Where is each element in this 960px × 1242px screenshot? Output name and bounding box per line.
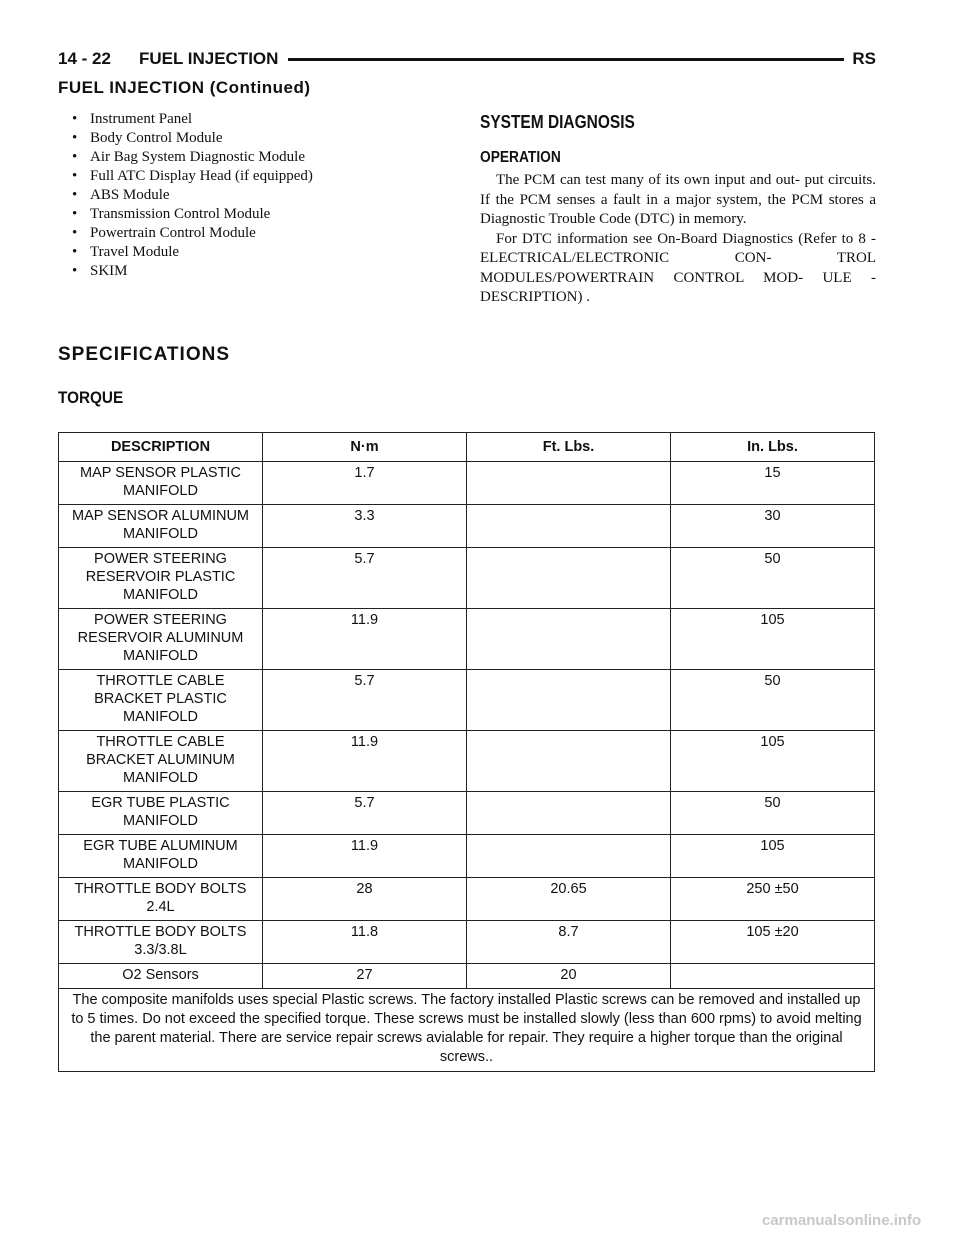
page-number: 14 - 22: [58, 49, 111, 68]
cell-description: EGR TUBE ALUMINUM MANIFOLD: [59, 835, 263, 878]
cell-ft-lbs: [467, 548, 671, 609]
bullet-icon: •: [72, 111, 78, 127]
column-header-in-lbs: In. Lbs.: [671, 433, 875, 462]
module-list: [72, 110, 452, 281]
cell-nm: 5.7: [263, 792, 467, 835]
cell-nm: 11.8: [263, 921, 467, 964]
cell-ft-lbs: 8.7: [467, 921, 671, 964]
cell-nm: 27: [263, 964, 467, 989]
header-rule: [288, 58, 844, 61]
cell-description: O2 Sensors: [59, 964, 263, 989]
cell-nm: 3.3: [263, 505, 467, 548]
column-header-description: DESCRIPTION: [59, 433, 263, 462]
table-row: [59, 921, 875, 964]
module-list-column: [72, 110, 452, 281]
specifications-heading: SPECIFICATIONS: [58, 344, 230, 365]
list-item-label: Air Bag System Diagnostic Module: [90, 149, 305, 165]
table-row: [59, 670, 875, 731]
cell-in-lbs: 105: [671, 835, 875, 878]
table-note: The composite manifolds uses special Plastic screws. The factory installed Plastic screws can be removed and installed up to 5 times. Do not exceed the specified torque. These screws must be installed slowly (less than 600 rpms) to avoid melting the parent material. There are service repair screws avialable for repair. They require a higher torque than the original screws..: [59, 989, 875, 1072]
column-header-ft-lbs: Ft. Lbs.: [467, 433, 671, 462]
cell-ft-lbs: [467, 670, 671, 731]
cell-in-lbs: 105: [671, 609, 875, 670]
bullet-icon: •: [72, 149, 78, 165]
cell-ft-lbs: [467, 835, 671, 878]
cell-in-lbs: 105: [671, 731, 875, 792]
cell-in-lbs: 105 ±20: [671, 921, 875, 964]
cell-ft-lbs: 20.65: [467, 878, 671, 921]
table-row: [59, 835, 875, 878]
list-item-label: SKIM: [90, 263, 128, 279]
operation-paragraph-1: The PCM can test many of its own input and out- put circuits. If the PCM senses a fault in a major system, the PCM stores a Diagnostic Trouble Code (DTC) in memory.: [480, 172, 876, 227]
cell-in-lbs: 30: [671, 505, 875, 548]
continued-title: FUEL INJECTION (Continued): [58, 78, 311, 97]
table-header-row: [59, 433, 875, 462]
list-item: [72, 262, 452, 281]
bullet-icon: •: [72, 244, 78, 260]
cell-nm: 5.7: [263, 548, 467, 609]
system-diagnosis-heading: SYSTEM DIAGNOSIS: [480, 112, 635, 132]
table-row: [59, 462, 875, 505]
table-row: [59, 731, 875, 792]
list-item: [72, 129, 452, 148]
cell-nm: 5.7: [263, 670, 467, 731]
watermark: carmanualsonline.info: [762, 1212, 922, 1229]
cell-nm: 11.9: [263, 835, 467, 878]
list-item: [72, 243, 452, 262]
bullet-icon: •: [72, 206, 78, 222]
cell-nm: 1.7: [263, 462, 467, 505]
cell-description: THROTTLE BODY BOLTS 2.4L: [59, 878, 263, 921]
cell-nm: 11.9: [263, 609, 467, 670]
list-item-label: Transmission Control Module: [90, 206, 271, 222]
list-item: [72, 167, 452, 186]
cell-description: MAP SENSOR PLASTIC MANIFOLD: [59, 462, 263, 505]
page-header: [58, 46, 876, 72]
list-item-label: Instrument Panel: [90, 111, 193, 127]
bullet-icon: •: [72, 130, 78, 146]
cell-nm: 28: [263, 878, 467, 921]
list-item: [72, 205, 452, 224]
cell-nm: 11.9: [263, 731, 467, 792]
cell-ft-lbs: [467, 462, 671, 505]
cell-description: POWER STEERING RESERVOIR ALUMINUM MANIFOLD: [59, 609, 263, 670]
cell-description: THROTTLE BODY BOLTS 3.3/3.8L: [59, 921, 263, 964]
bullet-icon: •: [72, 187, 78, 203]
list-item-label: Travel Module: [90, 244, 180, 260]
cell-description: MAP SENSOR ALUMINUM MANIFOLD: [59, 505, 263, 548]
list-item: [72, 224, 452, 243]
list-item-label: Full ATC Display Head (if equipped): [90, 168, 313, 184]
list-item-label: Powertrain Control Module: [90, 225, 256, 241]
cell-in-lbs: 15: [671, 462, 875, 505]
cell-ft-lbs: 20: [467, 964, 671, 989]
cell-ft-lbs: [467, 505, 671, 548]
cell-description: EGR TUBE PLASTIC MANIFOLD: [59, 792, 263, 835]
cell-in-lbs: 50: [671, 548, 875, 609]
list-item: [72, 148, 452, 167]
table-row: [59, 964, 875, 989]
cell-ft-lbs: [467, 792, 671, 835]
model-code: RS: [852, 49, 876, 68]
operation-subheading: OPERATION: [480, 149, 561, 166]
cell-ft-lbs: [467, 731, 671, 792]
table-row: [59, 609, 875, 670]
torque-heading: TORQUE: [58, 388, 124, 407]
torque-table: [58, 432, 875, 1072]
section-title: FUEL INJECTION: [138, 49, 279, 68]
table-row: [59, 878, 875, 921]
bullet-icon: •: [72, 263, 78, 279]
list-item-label: Body Control Module: [90, 130, 223, 146]
system-diagnosis-section: [480, 112, 876, 308]
table-row: [59, 548, 875, 609]
bullet-icon: •: [72, 168, 78, 184]
cell-description: THROTTLE CABLE BRACKET PLASTIC MANIFOLD: [59, 670, 263, 731]
table-row: [59, 792, 875, 835]
cell-in-lbs: 50: [671, 792, 875, 835]
cell-description: POWER STEERING RESERVOIR PLASTIC MANIFOLD: [59, 548, 263, 609]
column-header-nm: N·m: [263, 433, 467, 462]
list-item-label: ABS Module: [90, 187, 170, 203]
cell-ft-lbs: [467, 609, 671, 670]
cell-in-lbs: 50: [671, 670, 875, 731]
list-item: [72, 110, 452, 129]
cell-description: THROTTLE CABLE BRACKET ALUMINUM MANIFOLD: [59, 731, 263, 792]
table-row: [59, 505, 875, 548]
cell-in-lbs: 250 ±50: [671, 878, 875, 921]
table-note-row: [59, 989, 875, 1072]
cell-in-lbs: [671, 964, 875, 989]
bullet-icon: •: [72, 225, 78, 241]
operation-paragraph-2: For DTC information see On-Board Diagnostics (Refer to 8 - ELECTRICAL/ELECTRONIC CON- TROL MODULES/POWERTRAIN CONTROL MOD- ULE - DESCRIPTION) .: [480, 230, 876, 305]
list-item: [72, 186, 452, 205]
